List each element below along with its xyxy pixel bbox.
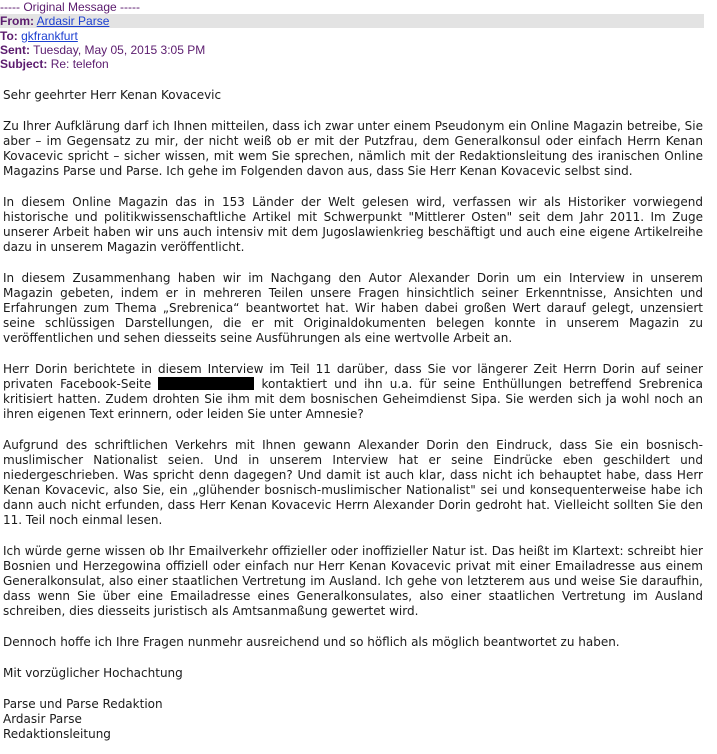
from-link[interactable]: Ardasir Parse bbox=[36, 14, 110, 28]
signature-line-1: Parse und Parse Redaktion bbox=[3, 697, 163, 711]
to-row bbox=[0, 29, 704, 43]
paragraph-4 bbox=[3, 362, 703, 422]
message-body bbox=[3, 88, 703, 742]
to-link[interactable]: gkfrankfurt bbox=[21, 29, 78, 43]
signature-block bbox=[3, 666, 703, 742]
paragraph-7: Dennoch hoffe ich Ihre Fragen nunmehr ausreichend und so höflich als möglich beantwortet zu haben. bbox=[3, 635, 620, 649]
sent-label: Sent: bbox=[0, 43, 30, 57]
subject-row bbox=[0, 57, 704, 71]
from-label: From: bbox=[0, 14, 34, 28]
paragraph-4-part-a: Herr Dorin berichtete in diesem Interview im Teil 11 darüber, dass Sie vor längerer Zeit Herrn Dorin auf seiner privaten Facebook-Seite bbox=[3, 362, 703, 391]
paragraph-5: Aufgrund des schriftlichen Verkehrs mit Ihnen gewann Alexander Dorin den Eindruck, dass Sie ein bosnisch-muslimischer Nationalist seien. Und in unserem Interview hat er seine Eindrücke eben geschildert und niedergeschrieben. Was spricht denn dagegen? Und damit ist auch klar, dass nicht ich behauptet habe, dass Herr Kenan Kovacevic, also Sie, ein „glühender bosnisch-muslimischer Nationalist" sei und konsequenterweise habe ich dann auch nicht erfunden, dass Herr Kenan Kovacevic Herrn Alexander Dorin gedroht hat. Vielleicht sollten Sie den 11. Teil noch einmal lesen. bbox=[3, 438, 703, 527]
subject-label: Subject: bbox=[0, 57, 48, 71]
paragraph-1: Zu Ihrer Aufklärung darf ich Ihnen mitteilen, dass ich zwar unter einem Pseudonym ein Online Magazin betreibe, Sie aber – im Gegensatz zu mir, der nicht weiß ob er mit der Putzfrau, dem Generalkonsul oder einfach Herrn Kenan Kovacevic spricht – sicher wissen, mit wem Sie sprechen, nämlich mit der Redaktionsleitung des iranischen Online Magazins Parse und Parse. Ich gehe im Folgenden davon aus, dass Sie Herr Kenan Kovacevic selbst sind. bbox=[3, 119, 703, 178]
original-message-line: ----- Original Message ----- bbox=[0, 0, 141, 14]
closing: Mit vorzüglicher Hochachtung bbox=[3, 666, 183, 680]
paragraph-6: Ich würde gerne wissen ob Ihr Emailverkehr offizieller oder inoffizieller Natur ist. Das heißt im Klartext: schreibt hier Bosnien und Herzegowina offiziell oder einfach nur Herr Kenan Kovacevic privat mit einer Emailadresse aus einem Generalkonsulat, also einer staatlichen Vertretung im Ausland. Ich gehe von letzterem aus und weise Sie daraufhin, dass wenn Sie über eine Emailadresse eines Generalkonsulates, also einer staatlichen Vertretung im Ausland schreiben, dies diesseits juristisch als Amtsanmaßung gewertet wird. bbox=[3, 544, 703, 618]
signature-line-2: Ardasir Parse bbox=[3, 712, 82, 726]
sent-row bbox=[0, 43, 704, 57]
paragraph-4-part-b: kontaktiert und ihn u.a. für seine Enthüllungen betreffend Srebrenica kritisiert hatten. Zudem drohten Sie ihm mit dem bosnischen Geheimdienst Sipa. Sie werden sich ja wohl noch an ihren eigenen Text erinnern, oder leiden Sie unter Amnesie? bbox=[3, 377, 703, 421]
paragraph-2: In diesem Online Magazin das in 153 Länder der Welt gelesen wird, verfassen wir als Historiker vorwiegend historische und politikwissenschaftliche Artikel mit Schwerpunkt "Mittlerer Osten" seit dem Jahr 2011. Im Zuge unserer Arbeit haben wir uns auch intensiv mit dem Jugoslawienkrieg beschäftigt und auch eine eigene Artikelreihe dazu in unserem Magazin veröffentlicht. bbox=[3, 195, 703, 254]
subject-value: Re: telefon bbox=[50, 57, 109, 71]
greeting: Sehr geehrter Herr Kenan Kovacevic bbox=[3, 88, 222, 102]
from-row bbox=[0, 14, 704, 28]
signature-line-3: Redaktionsleitung bbox=[3, 727, 111, 741]
to-label: To: bbox=[0, 29, 18, 43]
redaction-bar bbox=[158, 377, 254, 390]
paragraph-3: In diesem Zusammenhang haben wir im Nachgang den Autor Alexander Dorin um ein Interview in unserem Magazin gebeten, indem er in mehreren Teilen unsere Fragen hinsichtlich seiner Erkenntnisse, Ansichten und Erfahrungen zum Thema „Srebrenica“ beantwortet hat. Wir haben dabei großen Wert darauf gelegt, unzensiert seine schlüssigen Darstellungen, die er mit Originaldokumenten belegen konnte in unserem Magazin zu veröffentlichen und sehen diesseits seine Ausführungen als eine wertvolle Arbeit an. bbox=[3, 271, 703, 345]
sent-value: Tuesday, May 05, 2015 3:05 PM bbox=[33, 43, 206, 57]
